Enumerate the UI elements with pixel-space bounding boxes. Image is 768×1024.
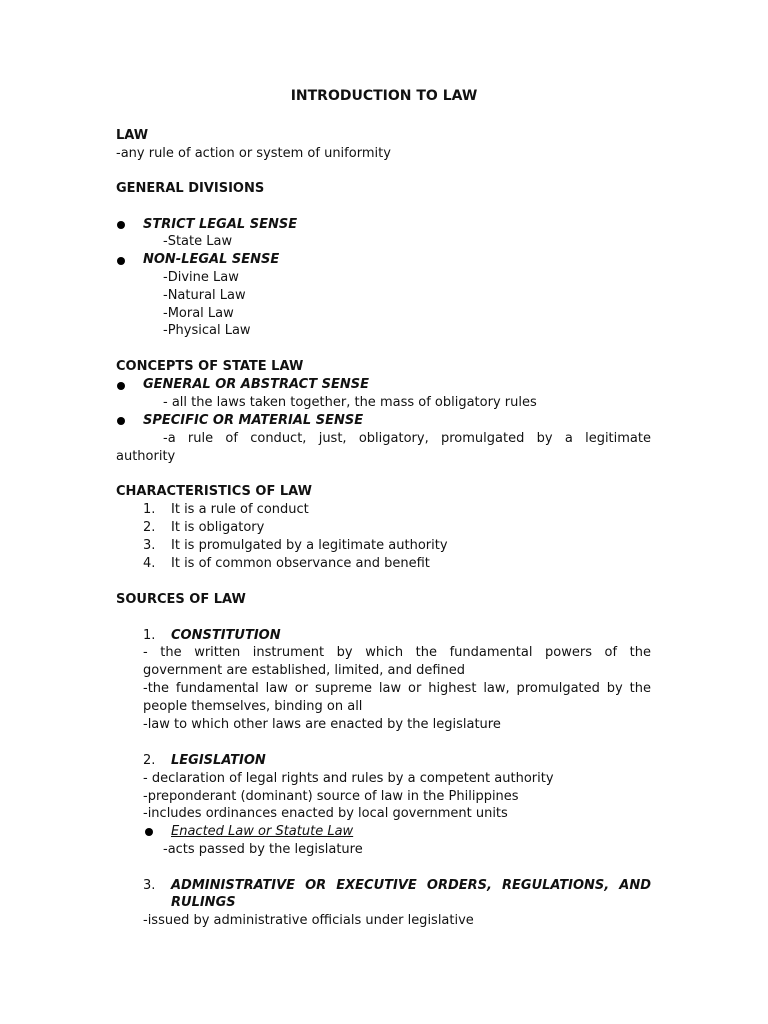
list-number: 1. — [143, 502, 156, 517]
characteristics-heading: CHARACTERISTICS OF LAW — [116, 484, 312, 499]
general-divisions-heading: GENERAL DIVISIONS — [116, 181, 265, 196]
constitution-text: - the written instrument by which the fundamental powers of the — [143, 645, 651, 660]
constitution-text: -law to which other laws are enacted by the legislature — [143, 717, 501, 732]
page-title: INTRODUCTION TO LAW — [290, 88, 478, 104]
specific-material-sense-text-cont: authority — [116, 449, 176, 464]
legislation-text: -preponderant (dominant) source of law in the Philippines — [143, 789, 519, 804]
list-number: 3. — [143, 878, 156, 893]
list-number: 1. — [143, 628, 156, 643]
specific-material-sense-text: -a rule of conduct, just, obligatory, promulgated by a legitimate — [163, 431, 651, 446]
list-number: 3. — [143, 538, 156, 553]
enacted-law-label: Enacted Law or Statute Law — [171, 824, 354, 839]
list-item: It is obligatory — [171, 520, 265, 535]
bullet-icon — [117, 257, 125, 265]
sources-heading: SOURCES OF LAW — [116, 592, 246, 607]
law-definition: -any rule of action or system of uniformity — [116, 146, 391, 161]
bullet-icon — [117, 417, 125, 425]
legislation-text: -includes ordinances enacted by local government units — [143, 806, 508, 821]
specific-material-sense-label: SPECIFIC OR MATERIAL SENSE — [143, 413, 364, 428]
general-abstract-sense-text: - all the laws taken together, the mass of obligatory rules — [163, 395, 537, 410]
law-heading: LAW — [116, 128, 149, 143]
list-number: 2. — [143, 520, 156, 535]
constitution-text: -the fundamental law or supreme law or highest law, promulgated by the — [143, 681, 651, 696]
list-item: -Divine Law — [163, 270, 239, 285]
legislation-text: - declaration of legal rights and rules by a competent authority — [143, 771, 554, 786]
list-number: 4. — [143, 556, 156, 571]
list-item: It is a rule of conduct — [171, 502, 309, 517]
non-legal-sense-label: NON-LEGAL SENSE — [143, 252, 280, 267]
list-item: -Natural Law — [163, 288, 246, 303]
strict-legal-sense-label: STRICT LEGAL SENSE — [143, 217, 298, 232]
administrative-label-cont: RULINGS — [171, 895, 236, 910]
legislation-label: LEGISLATION — [171, 753, 266, 768]
administrative-label: ADMINISTRATIVE OR EXECUTIVE ORDERS, REGULATIONS, AND — [171, 878, 651, 893]
general-abstract-sense-label: GENERAL OR ABSTRACT SENSE — [143, 377, 369, 392]
list-item: -Physical Law — [163, 323, 251, 338]
constitution-text: people themselves, binding on all — [143, 699, 363, 714]
constitution-label: CONSTITUTION — [171, 628, 281, 643]
bullet-icon — [145, 828, 153, 836]
bullet-icon — [117, 221, 125, 229]
list-number: 2. — [143, 753, 156, 768]
enacted-law-text: -acts passed by the legislature — [163, 842, 363, 857]
list-item: It is promulgated by a legitimate authority — [171, 538, 448, 553]
concepts-heading: CONCEPTS OF STATE LAW — [116, 359, 304, 374]
list-item: -State Law — [163, 234, 233, 249]
administrative-text: -issued by administrative officials under legislative — [143, 913, 474, 928]
list-item: -Moral Law — [163, 306, 234, 321]
bullet-icon — [117, 382, 125, 390]
list-item: It is of common observance and benefit — [171, 556, 430, 571]
constitution-text: government are established, limited, and defined — [143, 663, 466, 678]
